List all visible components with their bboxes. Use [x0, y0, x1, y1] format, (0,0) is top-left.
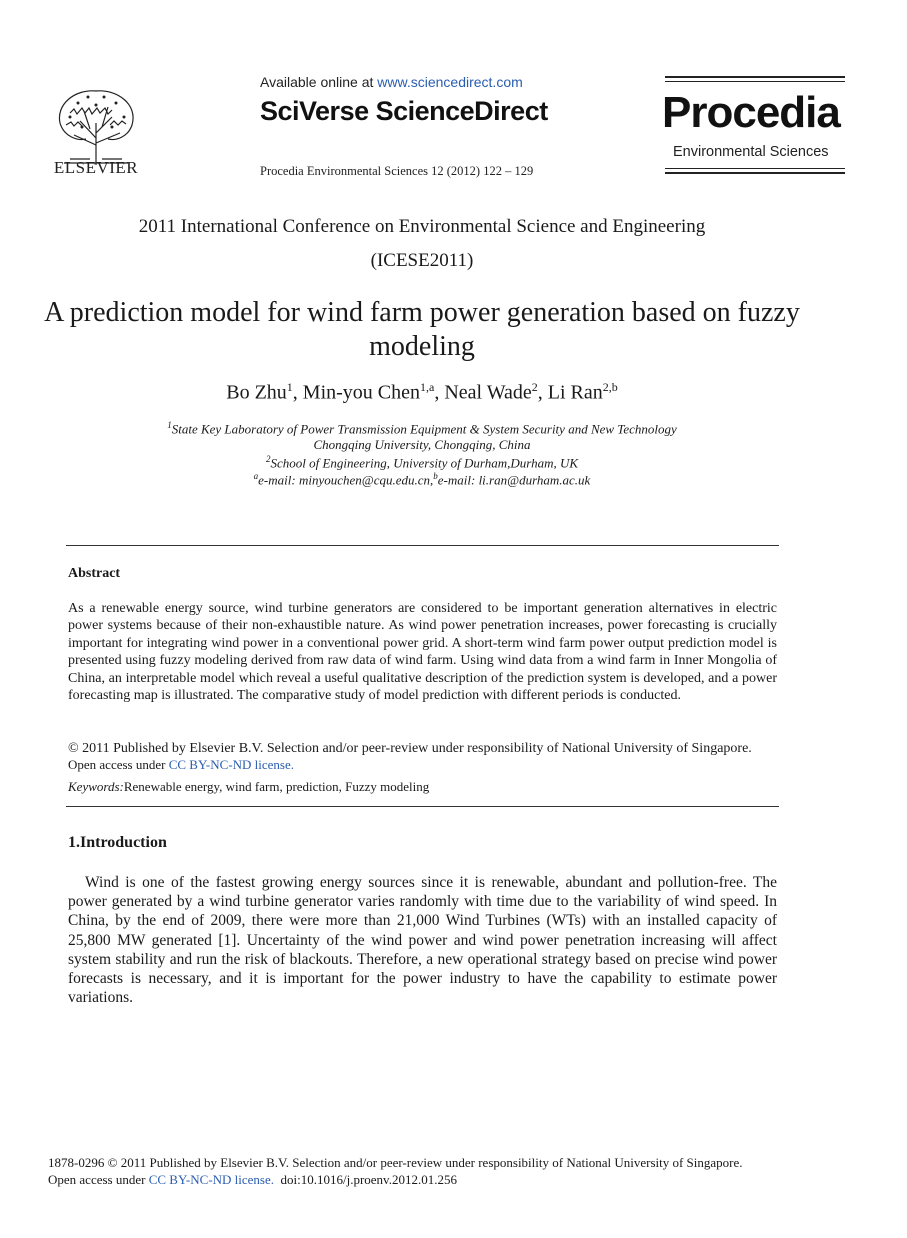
conference-name: 2011 International Conference on Environmental Science and Engineering [138, 216, 706, 237]
abstract-copyright: © 2011 Published by Elsevier B.V. Selection and/or peer-review under responsibility of National University of Singapore. [68, 741, 752, 756]
author-affiliation-mark: 2,b [602, 380, 618, 394]
author-list [0, 380, 844, 405]
affiliation-2 [0, 454, 844, 471]
sciencedirect-link[interactable]: www.sciencedirect.com [377, 74, 523, 90]
footer-license-link[interactable]: CC BY-NC-ND license. [148, 1172, 275, 1187]
author-name: Min-you Chen [302, 381, 421, 404]
paper-title: A prediction model for wind farm power generation based on fuzzy modeling [44, 297, 800, 362]
section-divider [66, 545, 779, 546]
procedia-rule [665, 76, 845, 78]
author-affiliation-mark: 1,a [420, 380, 435, 394]
procedia-logo-title: Procedia [662, 88, 840, 137]
affiliation-text: School of Engineering, University of Durham,Durham, UK [270, 455, 579, 471]
keywords-line [68, 779, 429, 795]
abstract-heading: Abstract [68, 566, 121, 581]
procedia-logo-subtitle: Environmental Sciences [673, 144, 829, 160]
footnote-divider [48, 1140, 168, 1141]
open-access-prefix: Open access under [68, 757, 169, 772]
journal-reference: Procedia Environmental Sciences 12 (2012) 122 – 129 [260, 164, 534, 178]
platform-wordmark: SciVerse ScienceDirect [260, 96, 548, 126]
elsevier-wordmark: ELSEVIER [53, 158, 139, 177]
author-emails [0, 471, 844, 488]
procedia-rule [665, 168, 845, 169]
email-mark: b [433, 471, 438, 481]
footer-doi[interactable]: doi:10.1016/j.proenv.2012.01.256 [280, 1172, 457, 1187]
license-link[interactable]: CC BY-NC-ND license. [168, 757, 295, 772]
author-name: Bo Zhu [226, 381, 287, 404]
section-divider [66, 806, 779, 807]
email-b[interactable]: e-mail: li.ran@durham.ac.uk [437, 472, 591, 488]
author-separator: , [292, 381, 303, 404]
footer-copyright: 1878-0296 © 2011 Published by Elsevier B.V. Selection and/or peer-review under responsibility of National University of Singapore. [48, 1155, 743, 1170]
footer-open-access-prefix: Open access under [48, 1172, 149, 1187]
procedia-rule [665, 81, 845, 82]
author-separator: , [434, 381, 445, 404]
author-affiliation-mark: 1 [286, 380, 293, 394]
available-online-line [260, 74, 523, 90]
introduction-body: Wind is one of the fastest growing energy sources since it is renewable, abundant and pollution-free. The power generated by a wind turbine generator varies randomly with time due to the variability of wind speed. In China, by the end of 2009, there were more than 21,000 Wind Turbines (WTs) with an installed capacity of 25,800 MW generated [1]. Uncertainty of the wind power and wind power penetration increasing will affect system stability and run the risk of blackouts. Therefore, a new operational strategy based on precise wind power forecasts is necessary, and it is important for the power industry to have the capability to estimate power variations. [68, 874, 777, 1007]
author-name: Neal Wade [444, 381, 532, 404]
affiliation-text: State Key Laboratory of Power Transmission Equipment & System Security and New Technology [171, 421, 677, 437]
procedia-rule [665, 172, 845, 174]
affiliation-1-location: Chongqing University, Chongqing, China [313, 437, 531, 452]
affiliation-mark: 1 [167, 420, 172, 430]
email-mark: a [253, 471, 259, 481]
author-separator: , [537, 381, 548, 404]
email-a[interactable]: e-mail: minyouchen@cqu.edu.cn, [258, 472, 434, 488]
footer-license-doi [48, 1172, 457, 1188]
author-name: Li Ran [547, 381, 603, 404]
affiliation-mark: 2 [265, 454, 271, 464]
affiliation-1 [0, 420, 844, 437]
author-affiliation-mark: 2 [531, 380, 538, 394]
keywords-list: Renewable energy, wind farm, prediction, Fuzzy modeling [123, 779, 430, 794]
available-prefix: Available online at [260, 74, 378, 90]
conference-acronym: (ICESE2011) [370, 250, 474, 271]
abstract-body: As a renewable energy source, wind turbine generators are considered to be important generation alternatives in electric power systems because of their non-exhaustible nature. As wind power penetration increases, power forecasting is crucially important for integrating wind power in a conventional power grid. A short-term wind farm power output prediction model is presented using fuzzy modeling derived from raw data of wind farm. Using wind data from a wind farm in Inner Mongolia of China, an interpretable model which reveal a useful qualitative description of the prediction system is developed, and a power forecasting map is illustrated. The comparative study of model prediction with different periods is conducted. [68, 601, 777, 704]
keywords-label: Keywords: [68, 779, 124, 794]
open-access-line [68, 757, 294, 773]
introduction-heading: 1.Introduction [68, 834, 167, 851]
